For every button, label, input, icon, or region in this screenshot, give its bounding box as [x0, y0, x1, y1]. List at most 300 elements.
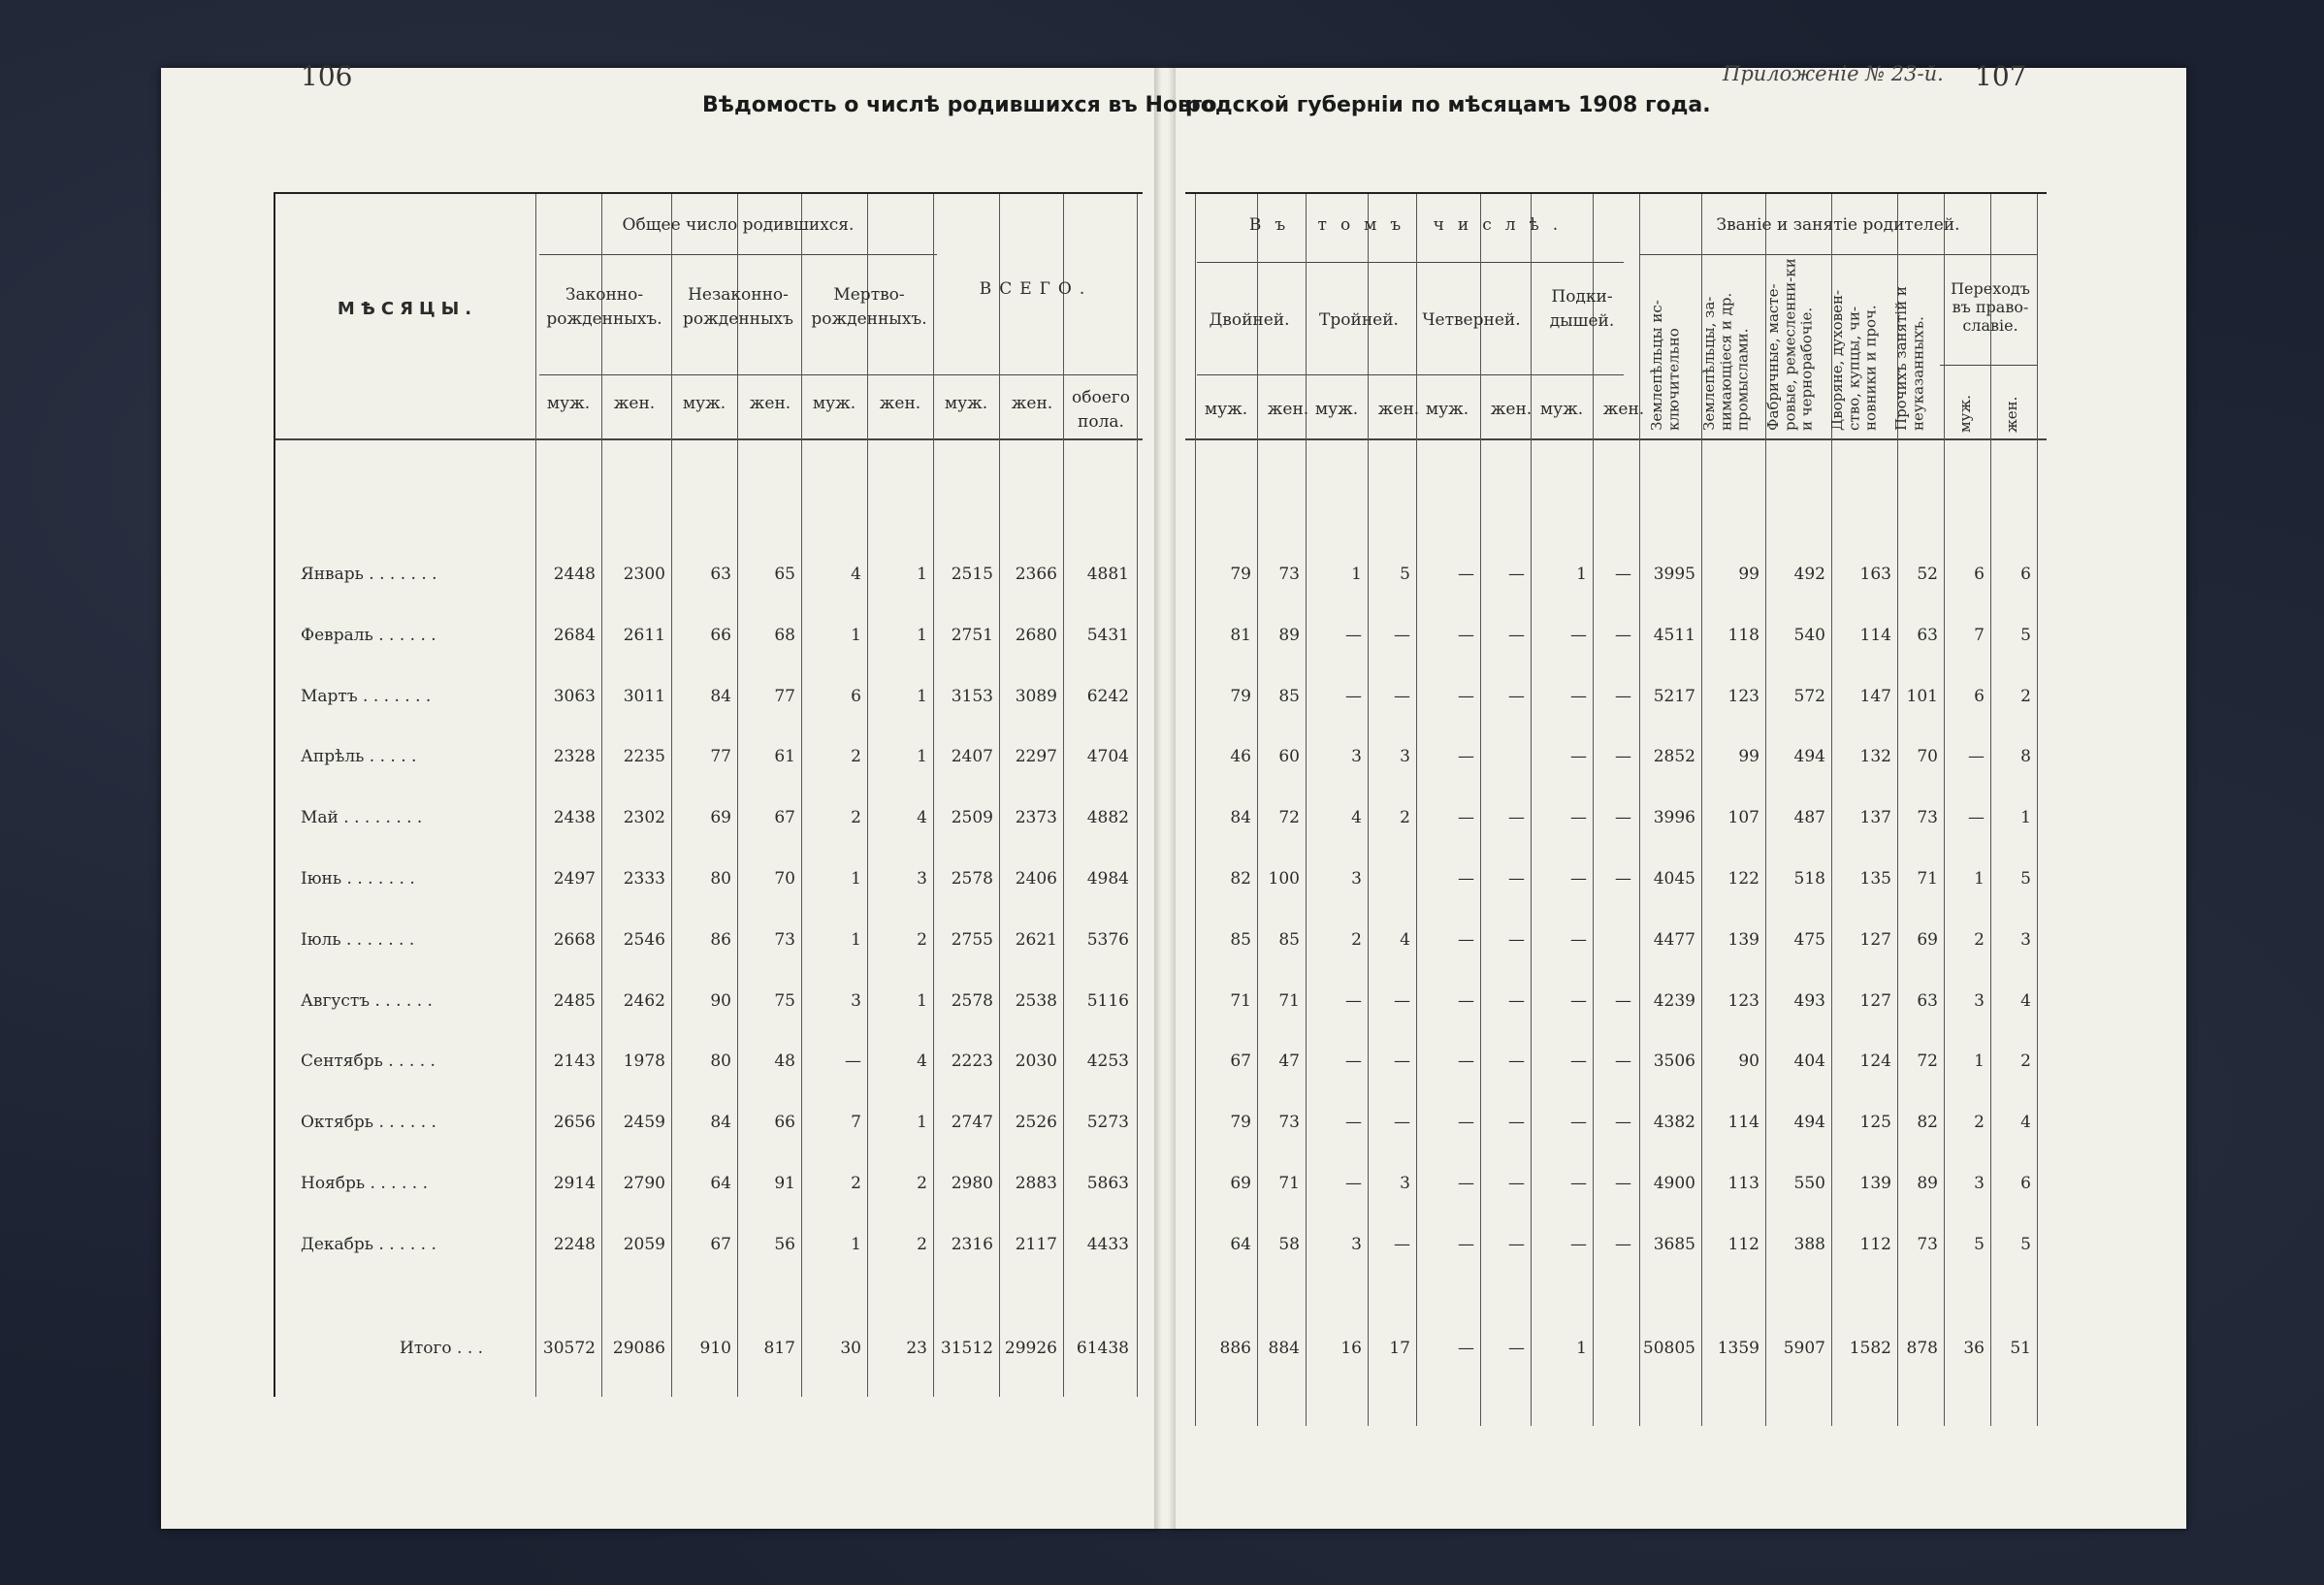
cell-right: 3996	[1653, 808, 1695, 828]
cell-left: 2248	[553, 1234, 596, 1254]
cell-left: 2883	[1015, 1174, 1057, 1193]
cell-left: 86	[710, 929, 731, 950]
cell-left: 2611	[623, 625, 665, 645]
cell-right: 5	[2020, 625, 2031, 645]
cell-right: —	[1458, 625, 1474, 645]
cell-right: —	[1615, 565, 1631, 584]
cell-right: —	[1570, 747, 1587, 767]
vsego-header: ВСЕГО.	[979, 279, 1093, 299]
cell-right: 7	[1974, 625, 1985, 645]
cell-right: 71	[1230, 990, 1251, 1011]
cell-right: 16	[1340, 1339, 1362, 1358]
female-label: жен.	[613, 394, 656, 413]
cell-left: 2509	[951, 808, 993, 828]
cell-right: 6	[1974, 686, 1985, 706]
cell-left: 2755	[951, 929, 993, 950]
cell-right: 112	[1727, 1234, 1759, 1254]
row-label: Апрѣль . . . . .	[301, 747, 417, 767]
cell-left: 29926	[1004, 1339, 1057, 1358]
cell-left: 1	[917, 990, 927, 1011]
cell-right: 475	[1793, 929, 1825, 950]
cell-left: 61438	[1076, 1339, 1129, 1358]
cell-right: 3	[2020, 929, 2031, 950]
cell-right: —	[1615, 747, 1631, 767]
cell-left: 2538	[1015, 990, 1057, 1011]
cell-left: 2300	[623, 565, 665, 584]
row-label: Итого . . .	[400, 1339, 484, 1358]
cell-right: 4900	[1653, 1174, 1695, 1193]
cell-left: 2373	[1015, 808, 1057, 828]
cell-left: 67	[710, 1234, 731, 1254]
vline-left	[601, 194, 602, 1397]
cell-right: —	[1570, 808, 1587, 828]
cell-right: 3995	[1653, 565, 1695, 584]
cell-right: 884	[1268, 1339, 1300, 1358]
cell-left: 30572	[542, 1339, 596, 1358]
cell-right: 3	[1351, 747, 1362, 767]
cell-left: 1	[851, 929, 861, 950]
cell-right: 70	[1917, 747, 1938, 767]
cell-right: 63	[1917, 990, 1938, 1011]
cell-left: 70	[774, 869, 795, 889]
cell-left: 80	[710, 869, 731, 889]
cell-right: 878	[1906, 1339, 1938, 1358]
cell-right: 82	[1230, 869, 1251, 889]
cell-right: 73	[1917, 1234, 1938, 1254]
cell-right: 6	[2020, 565, 2031, 584]
cell-right: 139	[1727, 929, 1759, 950]
cell-right: 6	[1974, 565, 1985, 584]
cell-right: —	[1615, 808, 1631, 828]
cell-left: 7	[851, 1113, 861, 1133]
cell-right: 4	[2020, 990, 2031, 1011]
row-label: Августъ . . . . . .	[301, 990, 433, 1011]
cell-right: 5	[2020, 1234, 2031, 1254]
cell-left: 1	[851, 1234, 861, 1254]
header-bottom-rule-right	[1185, 438, 2047, 440]
cell-right: 125	[1859, 1113, 1891, 1133]
cell-right: 123	[1727, 990, 1759, 1011]
cell-right: 85	[1278, 686, 1300, 706]
cell-left: 69	[710, 808, 731, 828]
cell-left: 2297	[1015, 747, 1057, 767]
female-convert-label: жен.	[2003, 396, 2020, 433]
right-page-number: 107	[1975, 60, 2027, 92]
cell-left: 4	[917, 1051, 927, 1072]
cell-right: 2	[2020, 686, 2031, 706]
vline-left	[535, 194, 536, 1397]
cell-left: 2059	[623, 1234, 665, 1254]
cell-right: 46	[1230, 747, 1251, 767]
cell-left: 2	[917, 1234, 927, 1254]
cell-left: 2407	[951, 747, 993, 767]
cell-left: 4881	[1086, 565, 1129, 584]
cell-left: 4882	[1086, 808, 1129, 828]
cell-right: —	[1458, 808, 1474, 828]
cell-right: 122	[1727, 869, 1759, 889]
cell-left: 66	[774, 1113, 795, 1133]
cell-left: 4433	[1086, 1234, 1129, 1254]
cell-right: 58	[1278, 1234, 1300, 1254]
male-label: муж.	[812, 394, 856, 413]
cell-left: 3089	[1015, 686, 1057, 706]
cell-left: 2	[851, 747, 861, 767]
cell-right: —	[1458, 565, 1474, 584]
rule-incl	[1197, 262, 1624, 263]
female-label: жен.	[1602, 400, 1645, 419]
male-label: муж.	[1314, 400, 1359, 419]
cell-right: —	[1615, 686, 1631, 706]
cell-right: —	[1615, 990, 1631, 1011]
cell-right: 36	[1963, 1339, 1985, 1358]
cell-left: 2316	[951, 1234, 993, 1254]
cell-right: —	[1508, 808, 1525, 828]
other-header: Прочихъ занятій и неуказанныхъ.	[1892, 286, 1927, 431]
cell-right: —	[1345, 686, 1362, 706]
cell-right: —	[1458, 686, 1474, 706]
cell-left: 5863	[1086, 1174, 1129, 1193]
cell-right: —	[1345, 1174, 1362, 1193]
cell-right: —	[1570, 929, 1587, 950]
cell-left: 2462	[623, 990, 665, 1011]
male-label: муж.	[944, 394, 988, 413]
cell-left: 3	[917, 869, 927, 889]
cell-left: 2578	[951, 869, 993, 889]
cell-right: 1	[1576, 565, 1587, 584]
cell-left: 2656	[553, 1113, 596, 1133]
cell-right: 79	[1230, 1113, 1251, 1133]
cell-left: 5273	[1086, 1113, 1129, 1133]
cell-right: —	[1615, 1051, 1631, 1072]
cell-left: 1978	[623, 1051, 665, 1072]
cell-left: 2438	[553, 808, 596, 828]
vline-left	[1137, 194, 1138, 1397]
nobles-header: Дворяне, духовен-ство, купцы, чи-новники и проч.	[1828, 289, 1880, 431]
female-label: жен.	[1267, 400, 1309, 419]
cell-left: 2546	[623, 929, 665, 950]
cell-left: 2980	[951, 1174, 993, 1193]
cell-right: 6	[2020, 1174, 2031, 1193]
cell-left: 2459	[623, 1113, 665, 1133]
cell-right: 124	[1859, 1051, 1891, 1072]
cell-right: 69	[1230, 1174, 1251, 1193]
row-label: Май . . . . . . . .	[301, 808, 423, 828]
female-label: жен.	[1490, 400, 1533, 419]
row-label: Февраль . . . . . .	[301, 625, 436, 645]
cell-right: —	[1345, 990, 1362, 1011]
cell-right: —	[1458, 869, 1474, 889]
cell-right: 63	[1917, 625, 1938, 645]
foundlings-header: Подки-дышей.	[1549, 287, 1615, 331]
rule-mf-right	[1197, 374, 1624, 375]
cell-right: —	[1570, 869, 1587, 889]
cell-right: 5217	[1653, 686, 1695, 706]
cell-right: 100	[1268, 869, 1300, 889]
cell-right: 85	[1230, 929, 1251, 950]
vline-left	[933, 194, 934, 1397]
cell-right: —	[1458, 1174, 1474, 1193]
cell-right: 60	[1278, 747, 1300, 767]
cell-left: 2117	[1015, 1234, 1057, 1254]
illegit-header: Незаконно-рожденныхъ	[683, 285, 793, 329]
cell-left: 2333	[623, 869, 665, 889]
male-label: муж.	[1425, 400, 1469, 419]
cell-right: 123	[1727, 686, 1759, 706]
cell-left: 4	[851, 565, 861, 584]
cell-left: 29086	[612, 1339, 665, 1358]
cell-right: 139	[1859, 1174, 1891, 1193]
legit-header: Законно-рожденныхъ.	[546, 285, 662, 329]
cell-right: —	[1508, 1174, 1525, 1193]
months-header: МѢСЯЦЫ.	[337, 299, 478, 319]
cell-right: —	[1394, 1234, 1410, 1254]
male-label: муж.	[1204, 400, 1248, 419]
cell-right: 2	[1974, 1113, 1985, 1133]
cell-left: 2235	[623, 747, 665, 767]
cell-left: 2328	[553, 747, 596, 767]
cell-left: 3011	[623, 686, 665, 706]
cell-left: 1	[851, 625, 861, 645]
appendix-label: Приложеніе № 23-й.	[1723, 62, 1944, 85]
cell-right: 4	[2020, 1113, 2031, 1133]
cell-right: 112	[1859, 1234, 1891, 1254]
row-label: Декабрь . . . . . .	[301, 1234, 436, 1254]
cell-left: 2223	[951, 1051, 993, 1072]
cell-right: —	[1508, 990, 1525, 1011]
cell-right: 135	[1859, 869, 1891, 889]
cell-right: 69	[1917, 929, 1938, 950]
title-right: родской губерніи по мѣсяцамъ 1908 года.	[1185, 93, 1711, 117]
cell-right: 487	[1793, 808, 1825, 828]
vline-left	[999, 194, 1000, 1397]
cell-right: —	[1508, 1234, 1525, 1254]
cell-right: —	[1615, 1234, 1631, 1254]
cell-left: 2790	[623, 1174, 665, 1193]
cell-left: 61	[774, 747, 795, 767]
cell-left: 1	[851, 869, 861, 889]
cell-right: —	[1508, 625, 1525, 645]
cell-right: 72	[1278, 808, 1300, 828]
cell-left: 6	[851, 686, 861, 706]
female-label: жен.	[1377, 400, 1420, 419]
cell-right: 8	[2020, 747, 2031, 767]
cell-right: —	[1394, 686, 1410, 706]
rule-converts	[1940, 365, 2037, 366]
male-label: муж.	[546, 394, 591, 413]
cell-left: 66	[710, 625, 731, 645]
cell-left: 817	[763, 1339, 795, 1358]
cell-right: 3	[1351, 1234, 1362, 1254]
cell-right: —	[1508, 1113, 1525, 1133]
cell-left: 2747	[951, 1113, 993, 1133]
cell-right: 127	[1859, 929, 1891, 950]
cell-right: 5	[1400, 565, 1410, 584]
cell-right: —	[1458, 1113, 1474, 1133]
cell-right: 89	[1917, 1174, 1938, 1193]
incl-header: Въ томъ числѣ.	[1248, 215, 1572, 235]
cell-right: 90	[1738, 1051, 1759, 1072]
cell-right: —	[1458, 747, 1474, 767]
cell-right: 72	[1917, 1051, 1938, 1072]
vline-left	[867, 194, 868, 1397]
cell-right: —	[1508, 1051, 1525, 1072]
cell-right: 127	[1859, 990, 1891, 1011]
male-label: муж.	[682, 394, 726, 413]
cell-right: 47	[1278, 1051, 1300, 1072]
cell-left: 3063	[553, 686, 596, 706]
cell-left: 2366	[1015, 565, 1057, 584]
cell-right: 4382	[1653, 1113, 1695, 1133]
cell-left: 5116	[1086, 990, 1129, 1011]
cell-left: 77	[774, 686, 795, 706]
cell-right: 5	[2020, 869, 2031, 889]
cell-left: 48	[774, 1051, 795, 1072]
vline-left	[274, 194, 275, 1397]
rule-mf-left	[539, 374, 1137, 375]
cell-left: 84	[710, 1113, 731, 1133]
cell-right: —	[1458, 929, 1474, 950]
cell-left: 2751	[951, 625, 993, 645]
cell-right: 113	[1727, 1174, 1759, 1193]
cell-left: 68	[774, 625, 795, 645]
cell-right: 73	[1278, 565, 1300, 584]
cell-right: —	[1458, 1339, 1474, 1358]
female-label: жен.	[879, 394, 921, 413]
cell-right: 132	[1859, 747, 1891, 767]
cell-left: 2406	[1015, 869, 1057, 889]
cell-right: 1	[1974, 1051, 1985, 1072]
cell-right: 163	[1859, 565, 1891, 584]
cell-right: 3	[1974, 1174, 1985, 1193]
cell-right: —	[1508, 1339, 1525, 1358]
cell-right: 89	[1278, 625, 1300, 645]
cell-left: 56	[774, 1234, 795, 1254]
cell-right: 494	[1793, 1113, 1825, 1133]
cell-right: 82	[1917, 1113, 1938, 1133]
cell-right: 3685	[1653, 1234, 1695, 1254]
cell-right: 85	[1278, 929, 1300, 950]
cell-right: 4511	[1653, 625, 1695, 645]
farmers-trade-header: Землепѣльцы, за-нимающіеся и др. промыслами.	[1700, 292, 1752, 431]
book-gutter	[1154, 68, 1176, 1529]
row-label: Октябрь . . . . . .	[301, 1113, 436, 1133]
cell-left: 31512	[940, 1339, 993, 1358]
female-label: жен.	[1011, 394, 1053, 413]
row-label: Сентябрь . . . . .	[301, 1051, 436, 1072]
cell-right: —	[1458, 1234, 1474, 1254]
cell-left: 64	[710, 1174, 731, 1193]
stillborn-header: Мертво-рожденныхъ.	[811, 285, 927, 329]
cell-left: 5376	[1086, 929, 1129, 950]
rank-header: Званіе и занятіе родителей.	[1716, 215, 1960, 235]
cell-left: 2668	[553, 929, 596, 950]
rule-total-born	[539, 254, 937, 255]
cell-left: 1	[917, 747, 927, 767]
cell-right: 71	[1917, 869, 1938, 889]
vline-left	[1063, 194, 1064, 1397]
cell-right: —	[1345, 625, 1362, 645]
cell-right: 64	[1230, 1234, 1251, 1254]
cell-right: —	[1508, 686, 1525, 706]
row-label: Ноябрь . . . . . .	[301, 1174, 429, 1193]
cell-right: 494	[1793, 747, 1825, 767]
cell-left: 2684	[553, 625, 596, 645]
cell-right: —	[1615, 625, 1631, 645]
cell-left: 63	[710, 565, 731, 584]
cell-right: 1359	[1717, 1339, 1759, 1358]
cell-left: 6242	[1086, 686, 1129, 706]
cell-right: 4045	[1653, 869, 1695, 889]
cell-right: 518	[1793, 869, 1825, 889]
cell-left: 5431	[1086, 625, 1129, 645]
cell-left: 4	[917, 808, 927, 828]
cell-right: —	[1570, 625, 1587, 645]
cell-right: —	[1345, 1113, 1362, 1133]
cell-right: 73	[1917, 808, 1938, 828]
cell-right: 4477	[1653, 929, 1695, 950]
cell-right: 4	[1351, 808, 1362, 828]
cell-left: 3	[851, 990, 861, 1011]
cell-right: 118	[1727, 625, 1759, 645]
cell-left: 2030	[1015, 1051, 1057, 1072]
cell-right: 2	[1351, 929, 1362, 950]
cell-right: 81	[1230, 625, 1251, 645]
cell-left: 2515	[951, 565, 993, 584]
cell-right: —	[1394, 1051, 1410, 1072]
cell-right: —	[1394, 625, 1410, 645]
cell-right: —	[1458, 990, 1474, 1011]
cell-right: —	[1570, 686, 1587, 706]
triplets-header: Тройней.	[1319, 310, 1399, 330]
cell-right: —	[1345, 1051, 1362, 1072]
cell-left: 2	[851, 1174, 861, 1193]
cell-left: 90	[710, 990, 731, 1011]
cell-right: 71	[1278, 1174, 1300, 1193]
female-label: жен.	[749, 394, 791, 413]
cell-left: 2448	[553, 565, 596, 584]
cell-right: 1	[2020, 808, 2031, 828]
top-rule-left	[274, 192, 1143, 194]
cell-right: 1	[1351, 565, 1362, 584]
cell-right: 67	[1230, 1051, 1251, 1072]
cell-left: 91	[774, 1174, 795, 1193]
cell-right: —	[1508, 565, 1525, 584]
cell-left: 1	[917, 625, 927, 645]
cell-right: 99	[1738, 747, 1759, 767]
cell-right: 73	[1278, 1113, 1300, 1133]
both-sexes-label: обоего пола.	[1072, 388, 1130, 432]
cell-left: 4984	[1086, 869, 1129, 889]
twins-header: Двойней.	[1209, 310, 1290, 330]
cell-left: 1	[917, 565, 927, 584]
cell-right: 147	[1859, 686, 1891, 706]
cell-right: 3	[1400, 747, 1410, 767]
cell-left: 2485	[553, 990, 596, 1011]
vline-left	[801, 194, 802, 1397]
cell-left: 2621	[1015, 929, 1057, 950]
cell-right: 540	[1793, 625, 1825, 645]
cell-right: 1582	[1849, 1339, 1891, 1358]
cell-left: 2	[851, 808, 861, 828]
cell-right: 52	[1917, 565, 1938, 584]
cell-right: 79	[1230, 686, 1251, 706]
cell-right: 1	[1974, 869, 1985, 889]
cell-left: 2302	[623, 808, 665, 828]
cell-left: 2497	[553, 869, 596, 889]
row-label: Іюнь . . . . . . .	[301, 869, 415, 889]
title-left: Вѣдомость о числѣ родившихся въ Новго	[702, 93, 1217, 117]
cell-left: 65	[774, 565, 795, 584]
